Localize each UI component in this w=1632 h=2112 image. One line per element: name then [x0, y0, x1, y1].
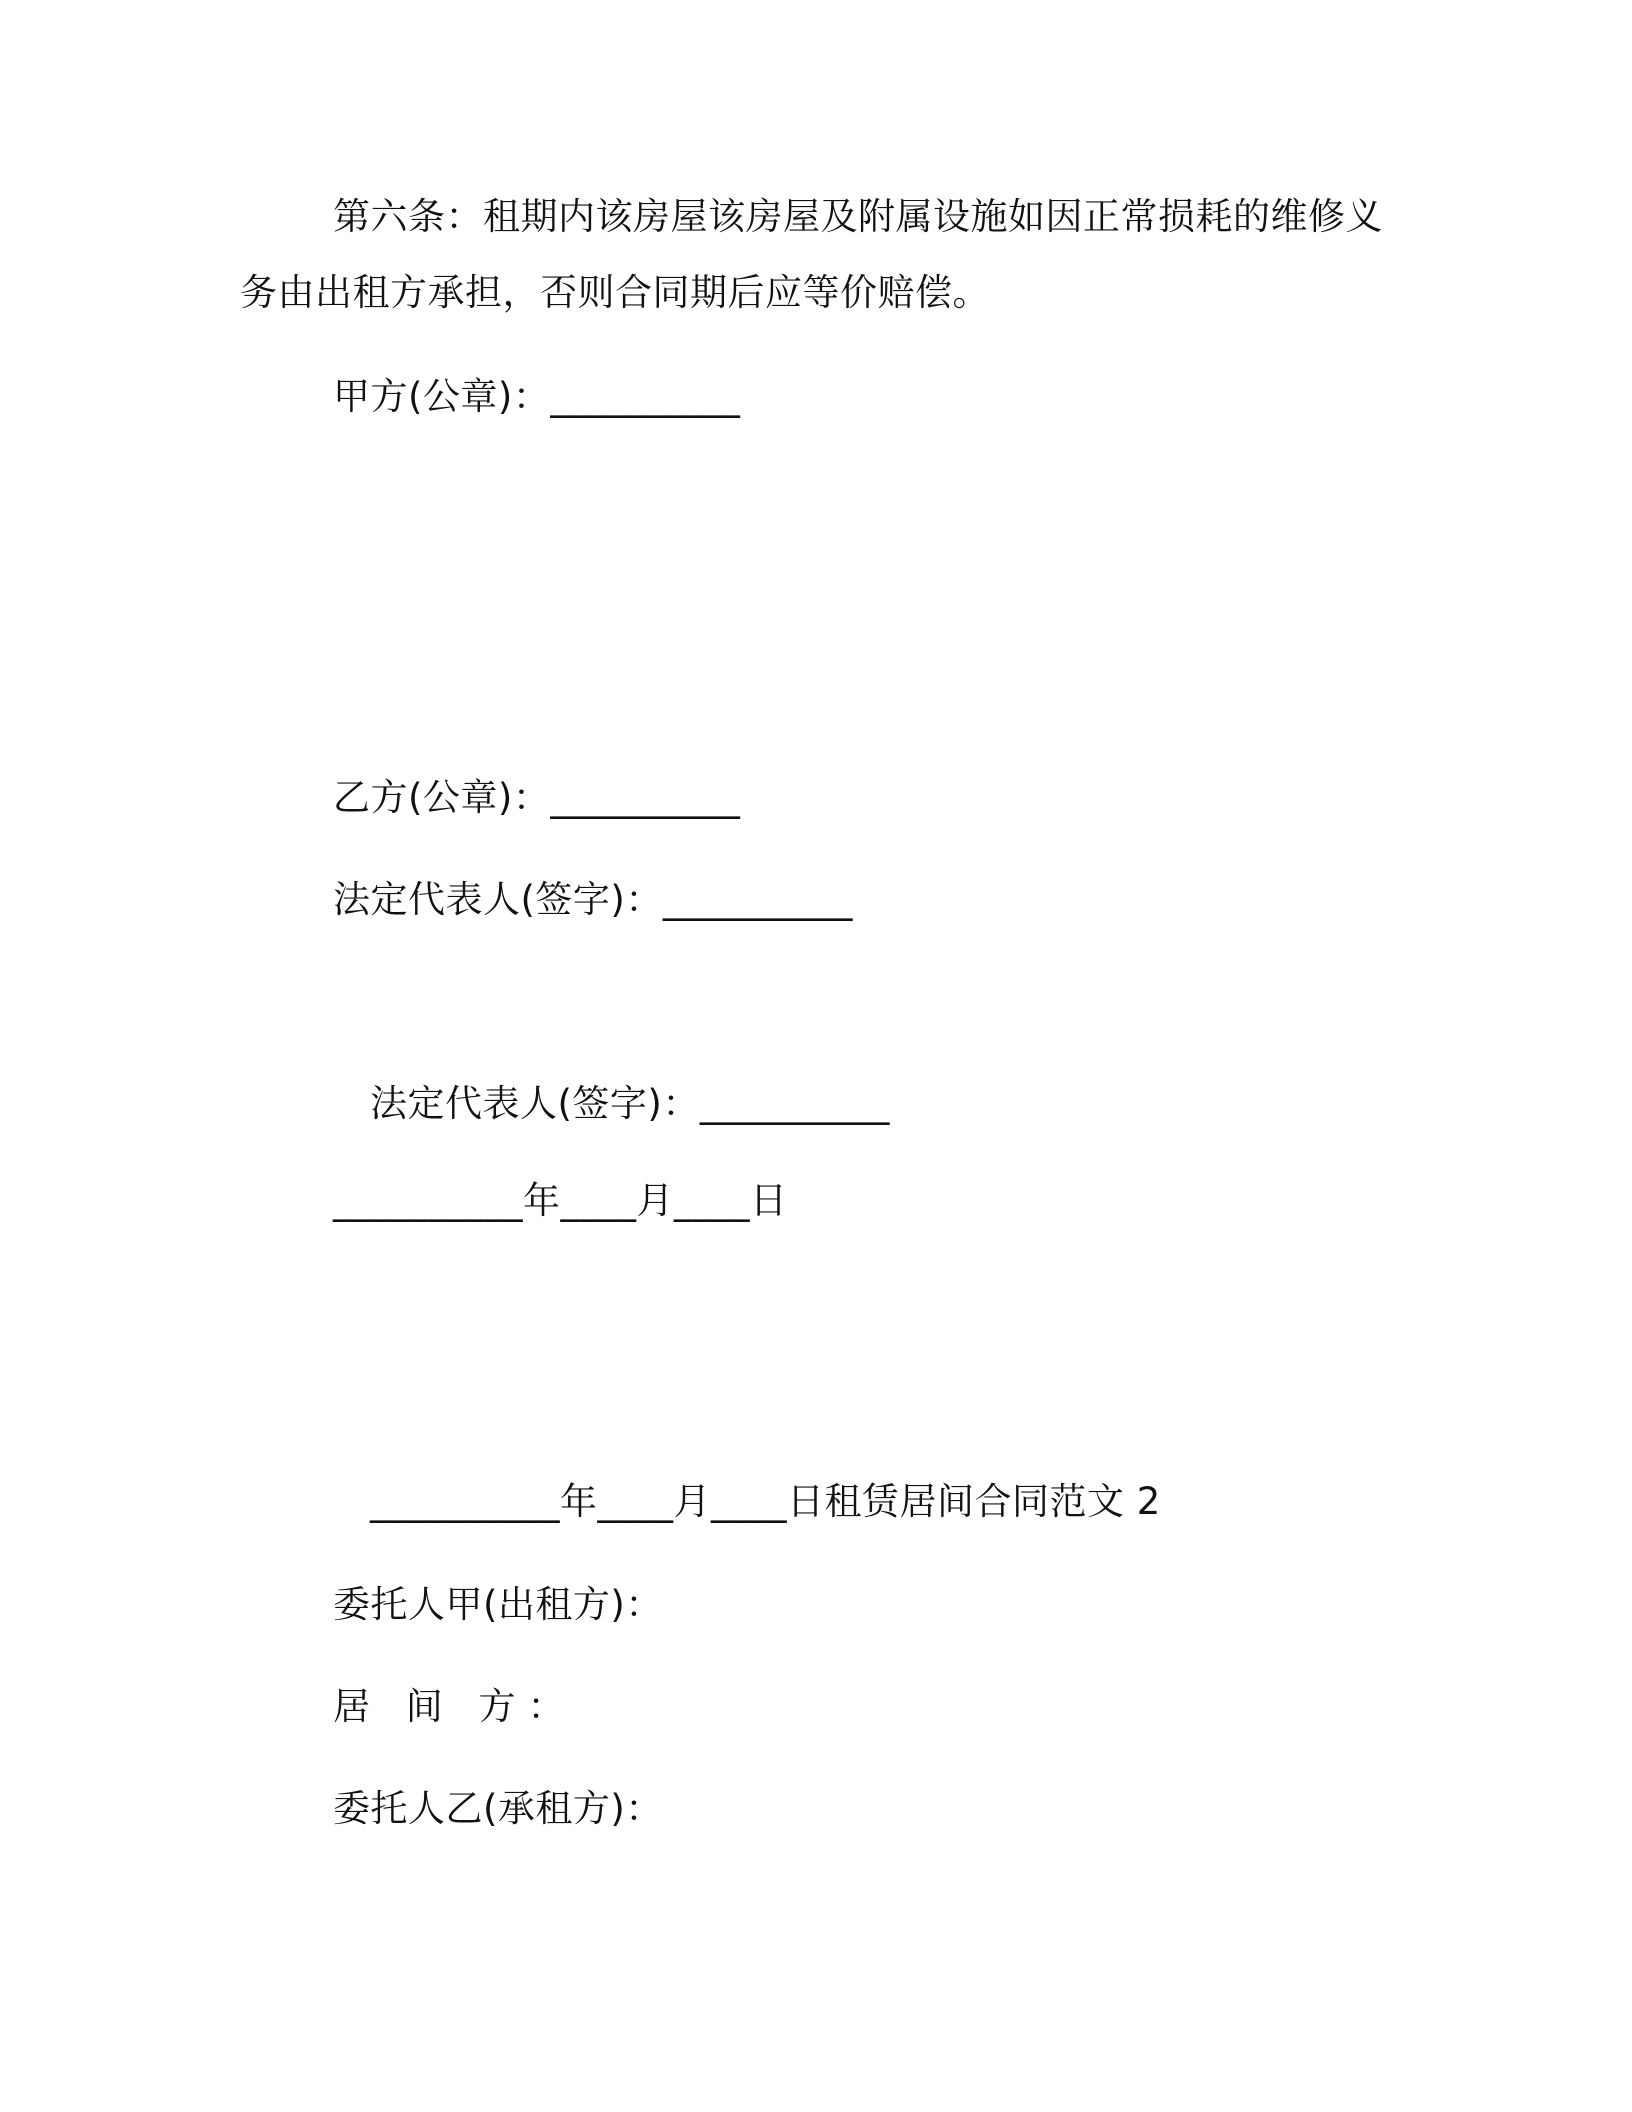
- party-a-seal-line: 甲方(公章)：__________: [333, 375, 741, 418]
- client-a-lessor-line: 委托人甲(出租方)：: [333, 1583, 663, 1626]
- contract-date-title-line: __________年____月____日租赁居间合同范文 2: [370, 1480, 1161, 1523]
- intermediary-line: 居 间 方：: [333, 1685, 577, 1728]
- article-6-line-2: 务由出租方承担，否则合同期后应等价赔偿。: [240, 271, 990, 314]
- client-b-lessee-line: 委托人乙(承租方)：: [333, 1787, 663, 1830]
- date-line: __________年____月____日: [333, 1179, 788, 1222]
- legal-representative-signature-line-1: 法定代表人(签字)：__________: [333, 878, 853, 921]
- article-6-line-1: 第六条：租期内该房屋该房屋及附属设施如因正常损耗的维修义: [333, 195, 1383, 238]
- party-b-seal-line: 乙方(公章)：__________: [333, 776, 741, 819]
- legal-representative-signature-line-2: 法定代表人(签字)：__________: [370, 1082, 890, 1125]
